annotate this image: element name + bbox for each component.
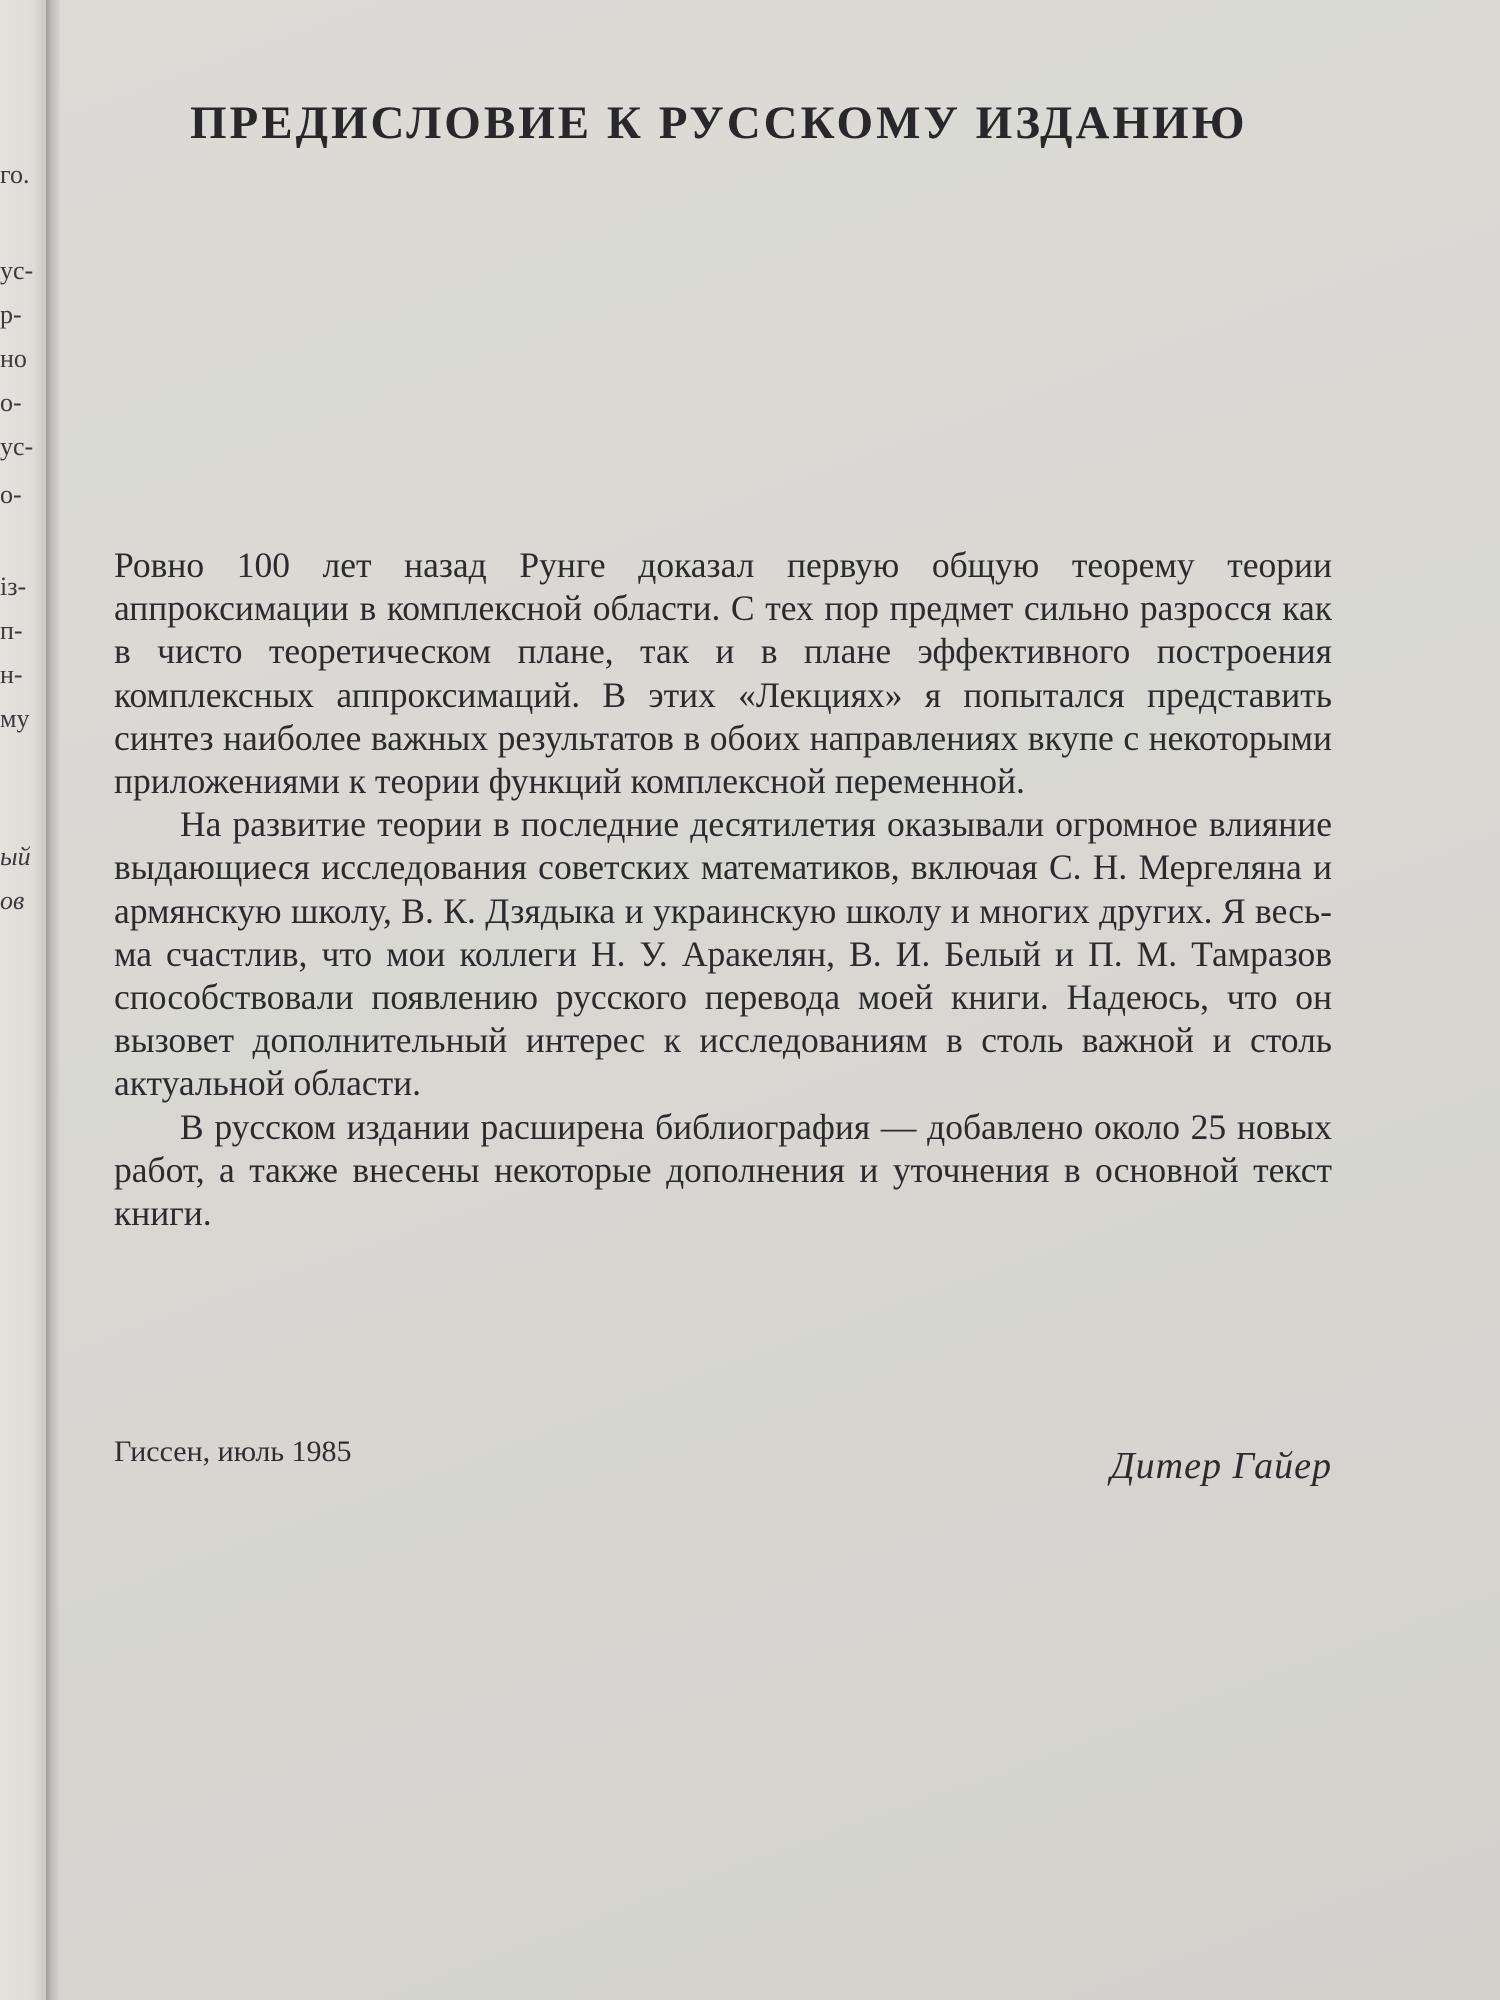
paragraph: В русском издании расширена библиография — добавлено около 25 новых работ, а также внесены некоторые дополнения и уточнения в основной текст книги. — [114, 1106, 1332, 1234]
left-page-fragment: р- — [0, 300, 22, 329]
left-page-fragment: н- — [0, 660, 23, 689]
book-page — [60, 0, 1500, 2000]
left-page-fragment: му — [0, 704, 30, 733]
paragraph: На развитие теории в последние десятилетия оказывали огромное влияние выдающиеся исследования советских математиков, включая С. Н. Мергеляна и армянскую школу, В. К. Дзядыка и украинскую школу и многих других. Я весьма счастлив, что мои коллеги Н. У. Аракелян, В. И. Белый и П. М. Тамразов способствовали появлению русского перевода моей книги. Надеюсь, что он вызовет дополнительный интерес к исследованиям в столь важной и столь актуальной области. — [114, 804, 1332, 1104]
left-page-fragment: ус- — [0, 432, 34, 461]
left-page-fragment: ый — [0, 842, 31, 871]
left-page-fragment: о- — [0, 388, 22, 417]
left-page-fragment: із- — [0, 572, 27, 601]
left-page-fragment: о- — [0, 480, 22, 509]
left-page-fragment: ус- — [0, 256, 34, 285]
left-page-fragment: но — [0, 344, 27, 373]
preface-body — [114, 544, 1332, 1235]
place-date: Гиссен, июль 1985 — [114, 1435, 352, 1468]
left-page-fragment: ов — [0, 886, 25, 915]
author-signature: Дитер Гайер — [1110, 1445, 1332, 1487]
left-page-fragment: го. — [0, 160, 30, 189]
left-page-edge — [0, 0, 46, 2000]
paragraph: Ровно 100 лет назад Рунге доказал первую общую теорему теории аппроксимации в комплексной области. С тех пор предмет сильно разросся как в чисто теоретическом плане, так и в плане эффективного построения комплексных аппроксимаций. В этих «Лекциях» я попытался представить синтез наиболее важных результатов в обоих направлениях вкупе с некоторыми приложениями к теории функций комплексной переменной. — [114, 545, 1332, 802]
page-title: ПРЕДИСЛОВИЕ К РУССКОМУ ИЗДАНИЮ — [190, 97, 1248, 149]
book-gutter — [46, 0, 60, 2000]
left-page-fragment: п- — [0, 616, 23, 645]
